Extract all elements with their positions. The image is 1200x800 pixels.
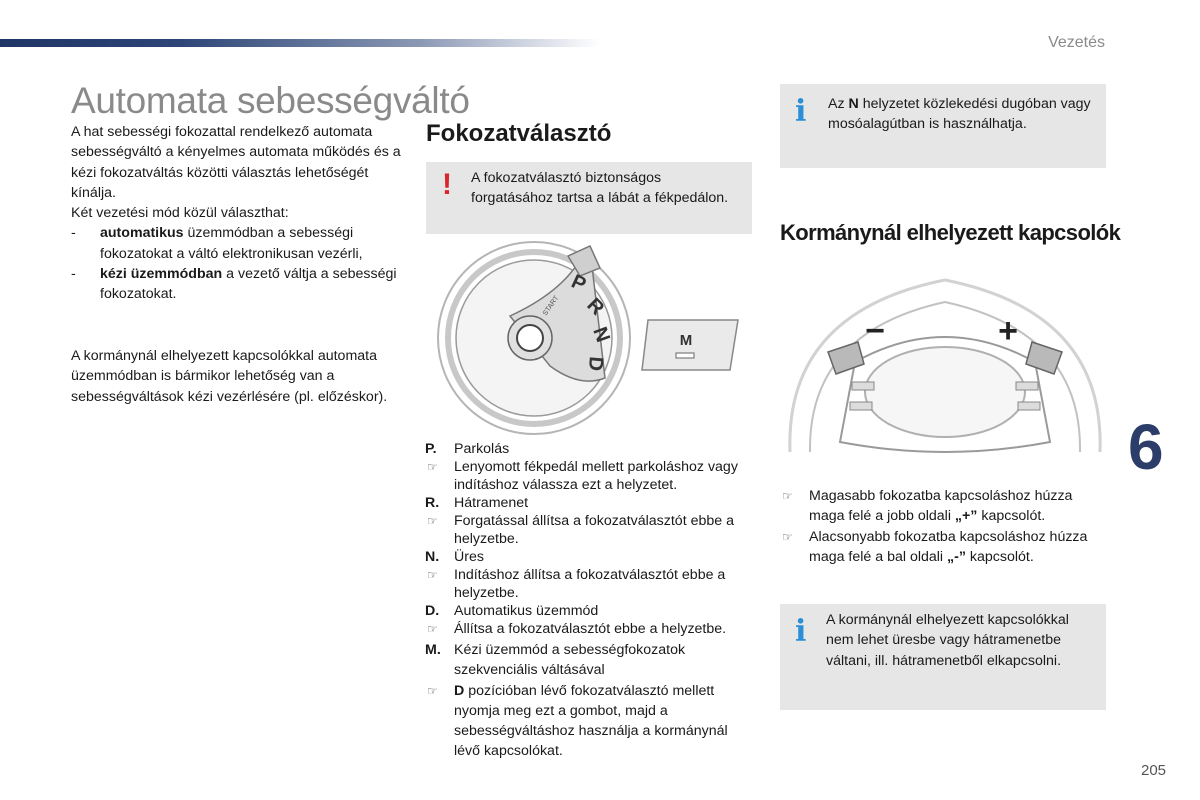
info-box-paddles <box>780 604 1106 710</box>
gear-n-row <box>425 548 755 566</box>
gear-d-key: D. <box>425 603 440 619</box>
list-item <box>71 264 406 305</box>
gear-selector-illustration <box>430 238 760 438</box>
pointer-icon: ☞ <box>427 622 438 636</box>
page-title: Automata sebességváltó <box>71 80 470 121</box>
list-dash: - <box>71 225 76 242</box>
gear-d-note <box>425 620 755 638</box>
page-number: 205 <box>1141 762 1167 779</box>
dial-letter-n: N <box>588 324 614 346</box>
pointer-icon: ☞ <box>427 460 438 474</box>
steering-wheel-illustration <box>780 252 1110 472</box>
gear-n-note-text: Indításhoz állítsa a fokozatválasztót ebbe a helyzetbe. <box>454 567 726 601</box>
gear-p-row <box>425 440 755 458</box>
gear-n-name: Üres <box>454 549 484 565</box>
gear-m-note-text: pozícióban lévő fokozatválasztó mellett nyomja meg ezt a gombot, majd a sebességváltáshoz használja a kormánynál lévő kapcsolókat. <box>454 682 728 760</box>
info-neutral-rest: helyzetet közlekedési dugóban vagy mosóalagútban is használhatja. <box>828 96 1091 133</box>
info-icon: i <box>795 94 807 129</box>
selector-heading: Fokozatválasztó <box>426 120 612 147</box>
downshift-symbol: „-” <box>947 548 966 565</box>
downshift-instruction <box>780 527 1110 568</box>
info-neutral-pre: Az <box>828 96 849 112</box>
gear-n-note <box>425 566 755 602</box>
gear-r-note-text: Forgatással állítsa a fokozatválasztót ebbe a helyzetbe. <box>454 513 734 547</box>
downshift-text-end: kapcsolót. <box>965 548 1034 565</box>
gear-d-name: Automatikus üzemmód <box>454 603 599 619</box>
list-dash: - <box>71 266 76 283</box>
gear-m-name: Kézi üzemmód a sebességfokozatok szekvenciális váltásával <box>454 642 686 679</box>
gear-p-note-text: Lenyomott fékpedál mellett parkoláshoz vagy indításhoz válassza ezt a helyzetet. <box>454 459 738 493</box>
upshift-instruction <box>780 486 1110 527</box>
info-neutral-bold: N <box>848 96 859 112</box>
gear-m-row <box>425 640 755 681</box>
info-neutral-text <box>828 94 1098 135</box>
paddles-heading: Kormánynál elhelyezett kapcsolók <box>780 220 1121 245</box>
intro-text <box>71 122 406 305</box>
intro-paragraph: A hat sebességi fokozattal rendelkező automata sebességváltó a kényelmes automata működés és a kézi fokozatváltás közötti választás lehetőségét kínálja. <box>71 124 401 201</box>
gear-r-key: R. <box>425 495 440 511</box>
header-bar <box>0 39 600 47</box>
paddle-minus-label: − <box>865 312 885 350</box>
gear-d-row <box>425 602 755 620</box>
gear-m-note-bold: D <box>454 682 465 699</box>
info-icon: i <box>795 614 807 649</box>
gear-r-note <box>425 512 755 548</box>
pointer-icon: ☞ <box>427 683 438 698</box>
warning-text: A fokozatválasztó biztonságos forgatásához tartsa a lábát a fékpedálon. <box>471 170 729 207</box>
manual-button-label: M <box>679 332 693 349</box>
upshift-text: Magasabb fokozatba kapcsoláshoz húzza maga felé a jobb oldali <box>809 488 1073 525</box>
upshift-text-end: kapcsolót. <box>977 508 1046 525</box>
downshift-text: Alacsonyabb fokozatba kapcsoláshoz húzza maga felé a bal oldali <box>809 528 1088 565</box>
dial-letter-p: P <box>567 270 590 297</box>
list-item <box>71 223 406 264</box>
info-paddles-text: A kormánynál elhelyezett kapcsolókkal nem lehet üresbe vagy hátramenetbe váltani, ill. hátramenetből elkapcsolni. <box>826 612 1069 669</box>
gear-position-list <box>425 440 755 762</box>
mode-automatic-label: automatikus <box>100 225 184 242</box>
warning-box <box>426 162 752 234</box>
dial-letter-r: R <box>582 293 609 320</box>
section-title: Vezetés <box>1048 34 1105 51</box>
mode-manual-label: kézi üzemmódban <box>100 266 223 283</box>
pointer-icon: ☞ <box>427 514 438 528</box>
gear-d-note-text: Állítsa a fokozatválasztót ebbe a helyzetbe. <box>454 621 727 637</box>
gear-n-key: N. <box>425 549 440 565</box>
mode-manual-text: a vezető váltja a sebességi fokozatokat. <box>100 266 397 303</box>
gear-r-name: Hátramenet <box>454 495 529 511</box>
gear-m-note <box>425 681 755 762</box>
gear-p-key: P. <box>425 441 437 457</box>
gear-m-key: M. <box>425 642 441 658</box>
gear-r-row <box>425 494 755 512</box>
dial-start-label: START <box>541 294 561 318</box>
gear-p-note <box>425 458 755 494</box>
intro-modes-lead: Két vezetési mód közül választhat: <box>71 205 289 222</box>
paddle-instructions <box>780 486 1110 567</box>
mode-automatic-text: üzemmódban a sebességi fokozatokat a váltó elektronikusan vezérli, <box>100 225 363 262</box>
paddle-plus-label: + <box>998 312 1018 350</box>
pointer-icon: ☞ <box>782 489 793 503</box>
chapter-number: 6 <box>1128 411 1164 483</box>
gear-p-name: Parkolás <box>454 441 510 457</box>
dial-letter-d: D <box>583 355 607 372</box>
pointer-icon: ☞ <box>427 568 438 582</box>
upshift-symbol: „+” <box>954 508 978 525</box>
warning-icon: ! <box>442 168 452 201</box>
pointer-icon: ☞ <box>782 529 793 544</box>
info-box-neutral <box>780 84 1106 168</box>
paddle-intro-paragraph: A kormánynál elhelyezett kapcsolókkal automata üzemmódban is bármikor lehetőség van a sebességváltások kézi vezérlésére (pl. előzéskor). <box>71 348 388 405</box>
